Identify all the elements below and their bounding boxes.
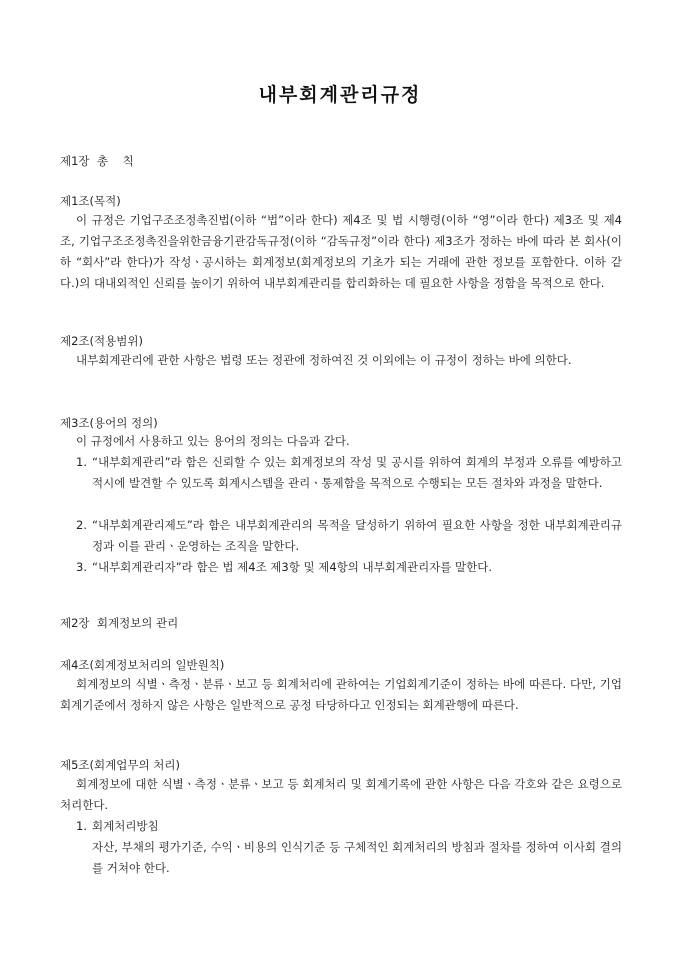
document-title: 내부회계관리규정 (258, 84, 422, 106)
article-5-item-1-text: 자산, 부채의 평가기준, 수익ㆍ비용의 인식기준 등 구체적인 회계처리의 방침과 절차를 정하여 이사회 결의를 거쳐야 한다. (92, 840, 622, 875)
article-3-item-3-number: 3. (76, 560, 87, 574)
chapter-1-heading: 제1장 총 칙 (60, 154, 134, 168)
article-5-heading: 제5조(회계업무의 처리) (60, 758, 180, 772)
article-4-heading: 제4조(회계정보처리의 일반원칙) (60, 658, 225, 672)
article-4-body: 회계정보의 식별ㆍ측정ㆍ분류ㆍ보고 등 회계처리에 관하여는 기업회계기준이 정하는 바에 따른다. 다만, 기업회계기준에서 정하지 않은 사항은 일반적으로 공정 타당하다고 인정되는 회계관행에 따른다. (60, 677, 622, 712)
article-3-item-2-number: 2. (76, 518, 87, 532)
article-5-item-1-number: 1. (76, 819, 87, 833)
article-5-body: 회계정보에 대한 식별ㆍ측정ㆍ분류ㆍ보고 등 회계처리 및 회계기록에 관한 사항은 다음 각호와 같은 요령으로 처리한다. (60, 777, 622, 812)
article-3-item-1-text: “내부회계관리”라 함은 신뢰할 수 있는 회계정보의 작성 및 공시를 위하여 회계의 부정과 오류를 예방하고 적시에 발견할 수 있도록 회계시스템을 관리ㆍ통제함을 목적으로 수행되는 모든 절차와 과정을 말한다. (92, 455, 622, 490)
article-3-intro: 이 규정에서 사용하고 있는 용어의 정의는 다음과 같다. (76, 434, 350, 448)
article-1-heading: 제1조(목적) (60, 194, 121, 208)
article-3-heading: 제3조(용어의 정의) (60, 416, 158, 430)
article-5-item-1-label: 회계처리방침 (92, 819, 159, 833)
article-3-item-3-text: “내부회계관리자”라 함은 법 제4조 제3항 및 제4항의 내부회계관리자를 말한다. (92, 560, 493, 574)
article-2-heading: 제2조(적용범위) (60, 334, 143, 348)
article-3-item-1-number: 1. (76, 455, 87, 469)
article-2-body: 내부회계관리에 관한 사항은 법령 또는 정관에 정하여진 것 이외에는 이 규정이 정하는 바에 의한다. (76, 353, 572, 367)
article-1-body: 이 규정은 기업구조조정촉진법(이하 “법”이라 한다) 제4조 및 법 시행령(이하 “영”이라 한다) 제3조 및 제4조, 기업구조조정촉진을위한금융기관감독규정(이하 “감독규정”이라 한다) 제3조가 정하는 바에 따라 본 회사(이하 “회사”라 한다)가 작성ㆍ공시하는 회계정보(회계정보의 기초가 되는 거래에 관한 정보를 포함한다. 이하 같다.)의 대내외적인 신뢰를 높이기 위하여 내부회계관리를 합리화하는 데 필요한 사항을 정함을 목적으로 한다. (60, 213, 622, 290)
chapter-2-heading: 제2장 회계정보의 관리 (60, 616, 179, 630)
article-3-item-2-text: “내부회계관리제도”라 함은 내부회계관리의 목적을 달성하기 위하여 필요한 사항을 정한 내부회계관리규정과 이를 관리ㆍ운영하는 조직을 말한다. (92, 518, 622, 553)
